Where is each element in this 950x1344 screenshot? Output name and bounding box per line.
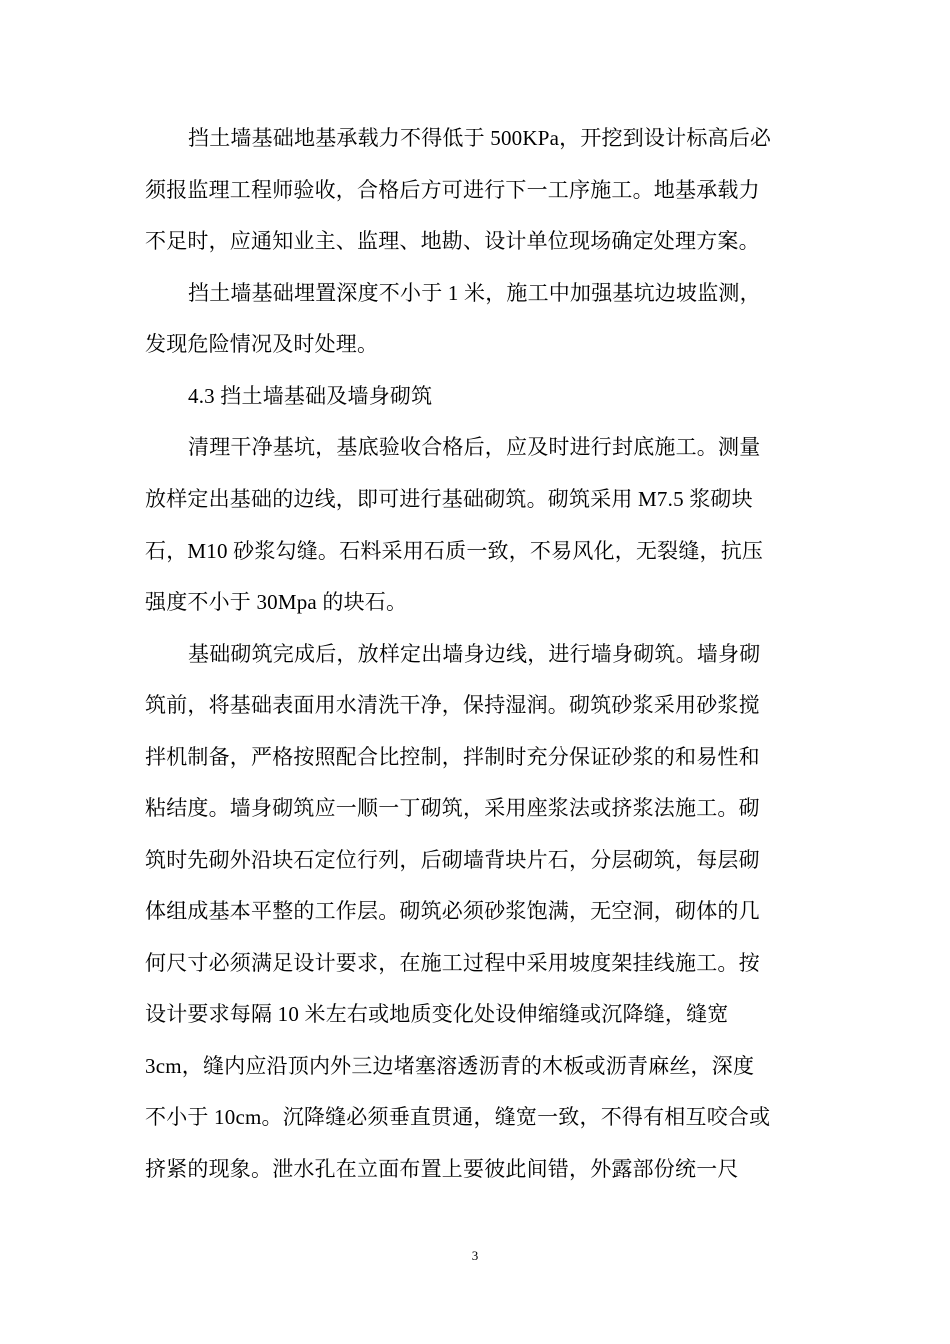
paragraph-4-line-11: 挤紧的现象。泄水孔在立面布置上要彼此间错，外露部份统一尺	[145, 1157, 739, 1181]
paragraph-4-line-4: 粘结度。墙身砌筑应一顺一丁砌筑，采用座浆法或挤浆法施工。砌	[145, 796, 760, 820]
paragraph-3-line-4: 强度不小于 30Mpa 的块石。	[145, 590, 408, 614]
paragraph-2-line-2: 发现危险情况及时处理。	[145, 332, 379, 356]
paragraph-3-line-3: 石，M10 砂浆勾缝。石料采用石质一致，不易风化，无裂缝，抗压	[145, 539, 764, 563]
paragraph-3-line-2: 放样定出基础的边线，即可进行基础砌筑。砌筑采用 M7.5 浆砌块	[145, 487, 753, 511]
paragraph-4-line-9: 3cm，缝内应沿顶内外三边堵塞溶透沥青的木板或沥青麻丝，深度	[145, 1054, 755, 1078]
paragraph-4-line-8: 设计要求每隔 10 米左右或地质变化处设伸缩缝或沉降缝，缝宽	[145, 1002, 729, 1026]
paragraph-4-line-5: 筑时先砌外沿块石定位行列，后砌墙背块片石，分层砌筑，每层砌	[145, 848, 760, 872]
paragraph-1-line-2: 须报监理工程师验收，合格后方可进行下一工序施工。地基承载力	[145, 178, 760, 202]
paragraph-4-line-7: 何尺寸必须满足设计要求，在施工过程中采用坡度架挂线施工。按	[145, 951, 760, 975]
paragraph-1-line-3: 不足时，应通知业主、监理、地勘、设计单位现场确定处理方案。	[145, 229, 760, 253]
paragraph-4-line-1: 基础砌筑完成后，放样定出墙身边线，进行墙身砌筑。墙身砌	[188, 642, 761, 666]
paragraph-4-line-6: 体组成基本平整的工作层。砌筑必须砂浆饱满，无空洞，砌体的几	[145, 899, 760, 923]
paragraph-4-line-2: 筑前，将基础表面用水清洗干净，保持湿润。砌筑砂浆采用砂浆搅	[145, 693, 760, 717]
paragraph-2-line-1: 挡土墙基础埋置深度不小于 1 米，施工中加强基坑边坡监测，	[188, 281, 761, 305]
section-heading: 4.3 挡土墙基础及墙身砌筑	[188, 384, 433, 408]
paragraph-1-line-1: 挡土墙基础地基承载力不得低于 500KPa，开挖到设计标高后必	[188, 126, 772, 150]
paragraph-4-line-3: 拌机制备，严格按照配合比控制，拌制时充分保证砂浆的和易性和	[145, 745, 760, 769]
page-number: 3	[471, 1248, 479, 1263]
paragraph-3-line-1: 清理干净基坑，基底验收合格后，应及时进行封底施工。测量	[188, 435, 761, 459]
paragraph-4-line-10: 不小于 10cm。沉降缝必须垂直贯通，缝宽一致，不得有相互咬合或	[145, 1105, 771, 1129]
